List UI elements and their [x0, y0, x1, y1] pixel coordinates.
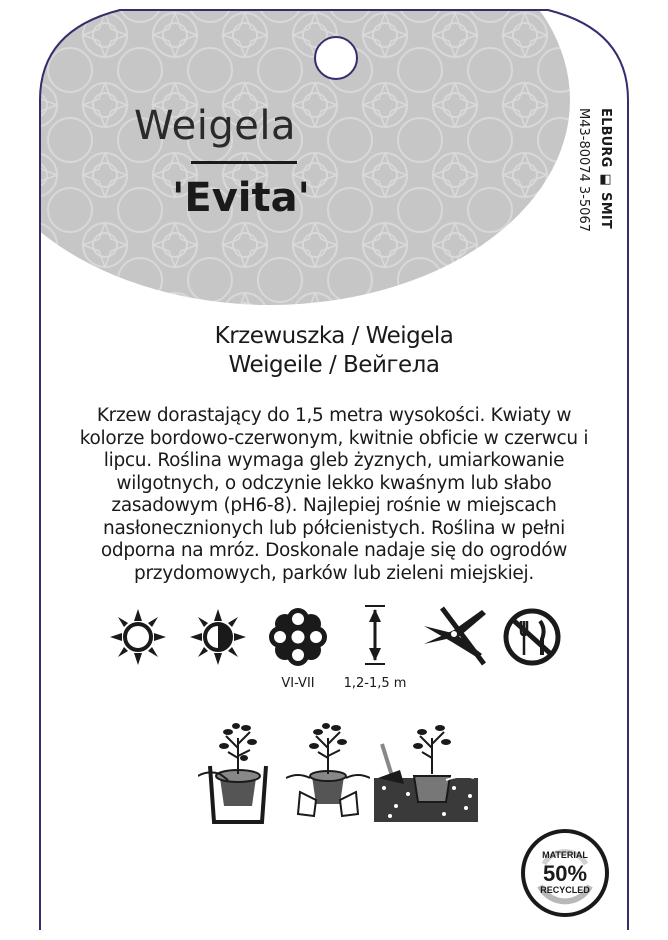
- half-shade-icon: [188, 607, 248, 667]
- badge-line1: MATERIAL: [542, 850, 588, 860]
- decorative-pattern: [0, 0, 570, 305]
- hanging-hole: [315, 37, 357, 79]
- planting-step-2-icon: [286, 718, 370, 826]
- no-eating-icon: [502, 607, 562, 667]
- flower-icon: [268, 607, 328, 667]
- plant-description: Krzew dorastający do 1,5 metra wysokości. Kwiaty w kolorze bordowo-czerwonym, kwitnie obficie w czerwcu i lipcu. Roślina wymaga gleb żyznych, umiarkowanie wilgotnych, o odczynie lekko kwaśnym lub słabo zasadowym (pH6-8). Najlepiej rośnie w miejscach nasłonecznionych lub półcienistych. Roślina w pełni odporna na mróz. Doskonale nadaje się do ogrodów przydomowych, parków lub zieleni miejskiej.: [79, 405, 589, 584]
- flowering-period-label: VI-VII: [281, 676, 315, 691]
- badge-percent: 50%: [542, 861, 588, 886]
- planting-step-1-icon: [198, 718, 278, 826]
- cultivar-name: 'Evita': [172, 175, 310, 221]
- side-info: [576, 108, 616, 248]
- height-arrow-icon: [360, 604, 390, 666]
- planting-step-3-icon: [374, 718, 478, 826]
- sun-icon: [108, 607, 168, 667]
- brand-text: ELBURG ◧ SMIT: [598, 108, 613, 229]
- no-pruning-shears-icon: [420, 604, 490, 666]
- product-code: M43-80074 3-5067: [576, 108, 591, 232]
- plant-name: Weigela: [133, 103, 297, 149]
- badge-line3: RECYCLED: [540, 885, 590, 895]
- common-names-line1: Krzewuszka / Weigela: [214, 323, 454, 349]
- recycled-material-badge: [520, 828, 610, 918]
- height-range-label: 1,2-1,5 m: [343, 676, 407, 691]
- title-divider: [191, 161, 297, 164]
- common-names: [0, 322, 668, 380]
- common-names-line2: Weigeile / Вейгела: [228, 352, 440, 378]
